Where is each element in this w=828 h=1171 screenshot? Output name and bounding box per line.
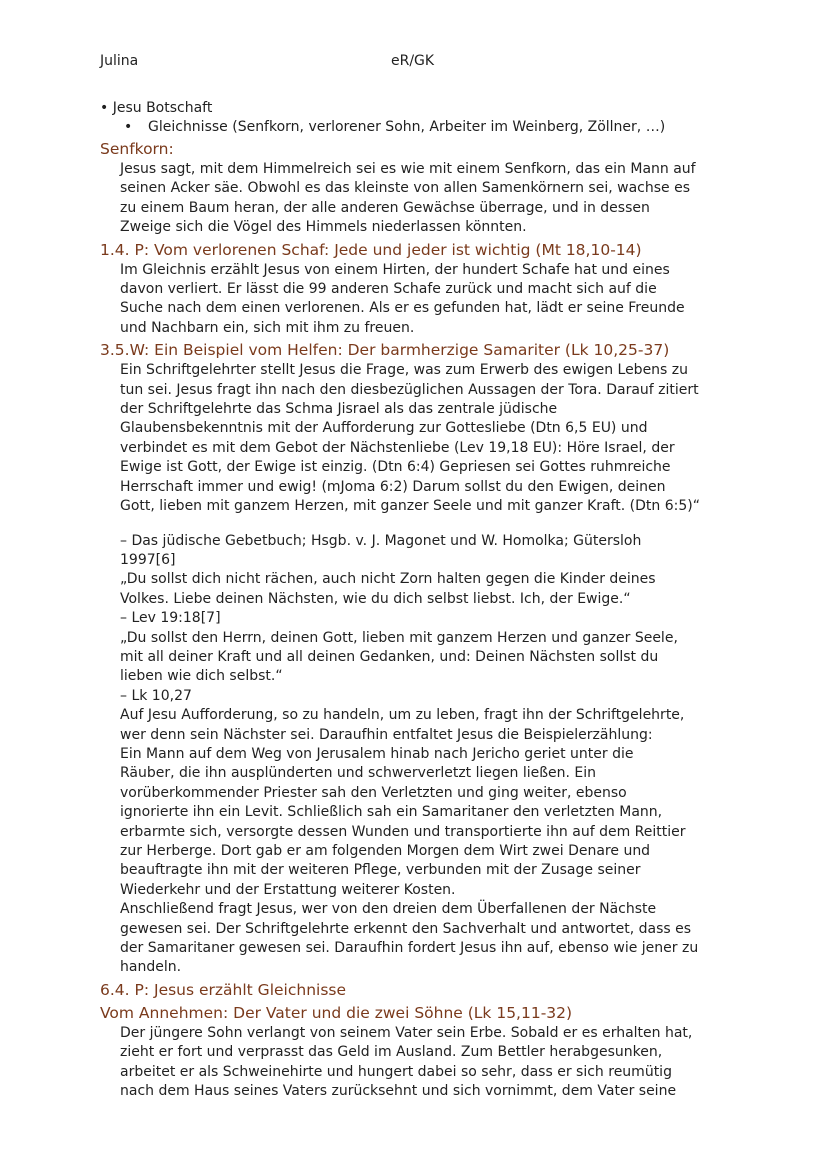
bullet-gleichnisse	[100, 118, 740, 137]
paragraph-senfkorn: Jesus sagt, mit dem Himmelreich sei es wie mit einem Senfkorn, das ein Mann auf seinen Acker säe. Obwohl es das kleinste von allen Samenkörnern sei, wachse es zu einem Baum heran, der alle anderen Gewächse überrage, und in dessen Zweige sich die Vögel des Himmels niederlassen könnten.	[120, 161, 696, 236]
document-body	[100, 99, 740, 1101]
header-course: eR/GK	[391, 53, 435, 69]
heading-verlorenes-schaf: 1.4. P: Vom verlorenen Schaf: Jede und jeder ist wichtig (Mt 18,10-14)	[100, 240, 642, 259]
bullet-gleichnisse-text: Gleichnisse (Senfkorn, verlorener Sohn, Arbeiter im Weinberg, Zöllner, …)	[148, 119, 666, 135]
heading-vater-und-soehne: Vom Annehmen: Der Vater und die zwei Söhne (Lk 15,11-32)	[100, 1003, 573, 1022]
heading-gleichnisse: 6.4. P: Jesus erzählt Gleichnisse	[100, 980, 347, 999]
paragraph-gap	[100, 517, 740, 532]
bullet-jesu-botschaft: • Jesu Botschaft	[100, 100, 213, 116]
paragraph-vater-und-soehne: Der jüngere Sohn verlangt von seinem Vater sein Erbe. Sobald er es erhalten hat, zieht er fort und verprasst das Geld im Ausland. Zum Bettler herabgesunken, arbeitet er als Schweinehirte und hungert dabei so sehr, dass er sich reumütig nach dem Haus seines Vaters zurücksehnt und sich vornimmt, dem Vater seine	[120, 1024, 693, 1100]
heading-senfkorn: Senfkorn:	[100, 140, 174, 158]
header-author: Julina	[100, 53, 139, 69]
bullet-dot-icon: •	[124, 119, 133, 135]
heading-samariter: 3.5.W: Ein Beispiel vom Helfen: Der barmherzige Samariter (Lk 10,25-37)	[100, 341, 670, 360]
paragraph-samariter-body: – Das jüdische Gebetbuch; Hsgb. v. J. Magonet und W. Homolka; Gütersloh 1997[6] „Du sollst dich nicht rächen, auch nicht Zorn halten gegen die Kinder deines Volkes. Liebe deinen Nächsten, wie du dich selbst liebst. Ich, der Ewige.“ – Lev 19:18[7] „Du sollst den Herrn, deinen Gott, lieben mit ganzem Herzen und ganzer Seele, mit all deiner Kraft und all deinen Gedanken, und: Deinen Nächsten sollst du lieben wie dich selbst.“ – Lk 10,27 Auf Jesu Aufforderung, so zu handeln, um zu leben, fragt ihn der Schriftgelehrte, wer denn sein Nächster sei. Daraufhin entfaltet Jesus die Beispielerzählung: Ein Mann auf dem Weg von Jerusalem hinab nach Jericho geriet unter die Räuber, die ihn ausplünderten und schwerverletzt liegen ließen. Ein vorüberkommender Priester sah den Verletzten und ging weiter, ebenso ignorierte ihn ein Levit. Schließlich sah ein Samaritaner den verletzten Mann, erbarmte sich, versorgte dessen Wunden und transportierte ihn auf dem Reittier zur Herberge. Dort gab er am folgenden Morgen dem Wirt zwei Denare und beauftragte ihn mit der weiteren Pflege, verbunden mit der Zusage seiner Wiederkehr und der Erstattung weiterer Kosten. Anschließend fragt Jesus, wer von den dreien dem Überfallenen der Nächste gewesen sei. Der Schriftgelehrte erkennt den Sachverhalt und antwortet, dass es der Samaritaner gewesen sei. Daraufhin fordert Jesus ihn auf, ebenso wie jener zu handeln.	[120, 532, 699, 976]
paragraph-samariter-intro: Ein Schriftgelehrter stellt Jesus die Frage, was zum Erwerb des ewigen Lebens zu tun sei. Jesus fragt ihn nach den diesbezüglichen Aussagen der Tora. Darauf zitiert der Schriftgelehrte das Schma Jisrael als das zentrale jüdische Glaubensbekenntnis mit der Aufforderung zur Gottesliebe (Dtn 6,5 EU) und verbindet es mit dem Gebot der Nächstenliebe (Lev 19,18 EU): Höre Israel, der Ewige ist Gott, der Ewige ist einzig. (Dtn 6:4) Gepriesen sei Gottes ruhmreiche Herrschaft immer und ewig! (mJoma 6:2) Darum sollst du den Ewigen, deinen Gott, lieben mit ganzem Herzen, mit ganzer Seele und mit ganzer Kraft. (Dtn 6:5)“	[120, 362, 700, 515]
paragraph-verlorenes-schaf: Im Gleichnis erzählt Jesus von einem Hirten, der hundert Schafe hat und eines davon verliert. Er lässt die 99 anderen Schafe zurück und macht sich auf die Suche nach dem einen verlorenen. Als er es gefunden hat, lädt er seine Freunde und Nachbarn ein, sich mit ihm zu freuen.	[120, 261, 685, 336]
